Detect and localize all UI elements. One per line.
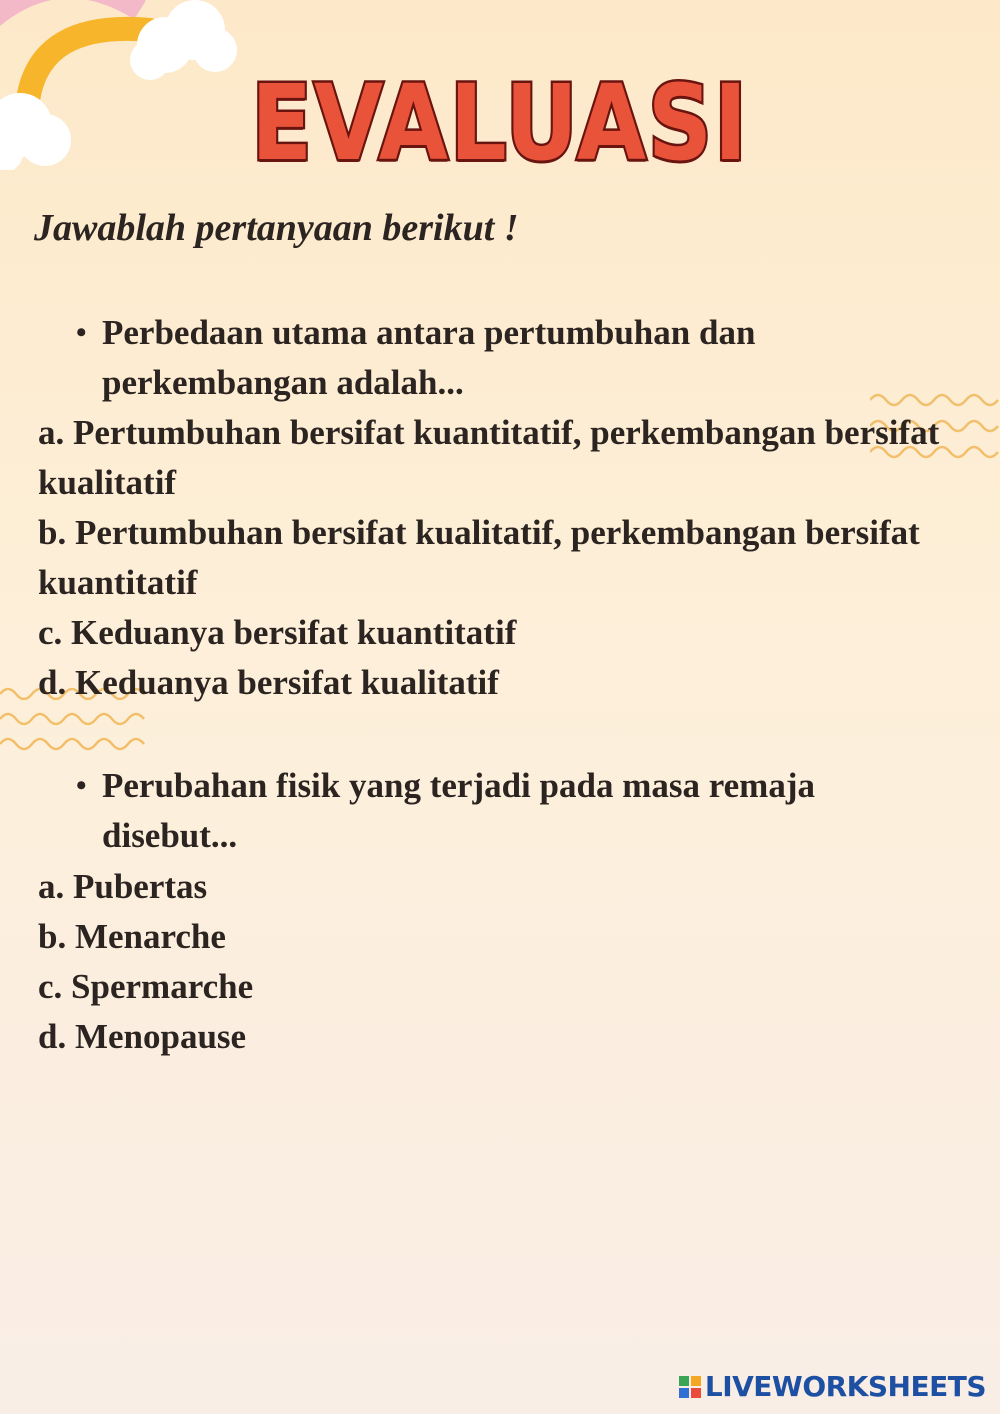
option-a[interactable]: a. Pubertas bbox=[38, 867, 208, 906]
question-1-options bbox=[38, 408, 968, 708]
bullet-icon: • bbox=[76, 769, 87, 802]
instruction-text: Jawablah pertanyaan berikut ! bbox=[34, 207, 519, 249]
question-2 bbox=[76, 761, 842, 861]
question-2-text: Perubahan fisik yang terjadi pada masa remaja disebut... bbox=[102, 766, 815, 855]
option-b[interactable]: b. Pertumbuhan bersifat kualitatif, perkembangan bersifat kuantitatif bbox=[38, 513, 920, 602]
option-c[interactable]: c. Spermarche bbox=[38, 967, 254, 1006]
option-d[interactable]: d. Menopause bbox=[38, 1017, 247, 1056]
brand-name: LIVEWORKSHEETS bbox=[704, 1370, 986, 1403]
option-b[interactable]: b. Menarche bbox=[38, 917, 226, 956]
option-c[interactable]: c. Keduanya bersifat kuantitatif bbox=[38, 613, 517, 652]
question-1-text: Perbedaan utama antara pertumbuhan dan perkembangan adalah... bbox=[102, 313, 756, 402]
option-a[interactable]: a. Pertumbuhan bersifat kuantitatif, perkembangan bersifat kualitatif bbox=[38, 413, 940, 502]
page-title: EVALUASI bbox=[251, 62, 749, 184]
question-2-options bbox=[38, 862, 968, 1062]
liveworksheets-brand[interactable] bbox=[679, 1370, 986, 1403]
liveworksheets-logo-icon bbox=[679, 1376, 701, 1398]
option-d[interactable]: d. Keduanya bersifat kualitatif bbox=[38, 663, 499, 702]
bullet-icon: • bbox=[76, 316, 87, 349]
question-1 bbox=[76, 308, 842, 408]
